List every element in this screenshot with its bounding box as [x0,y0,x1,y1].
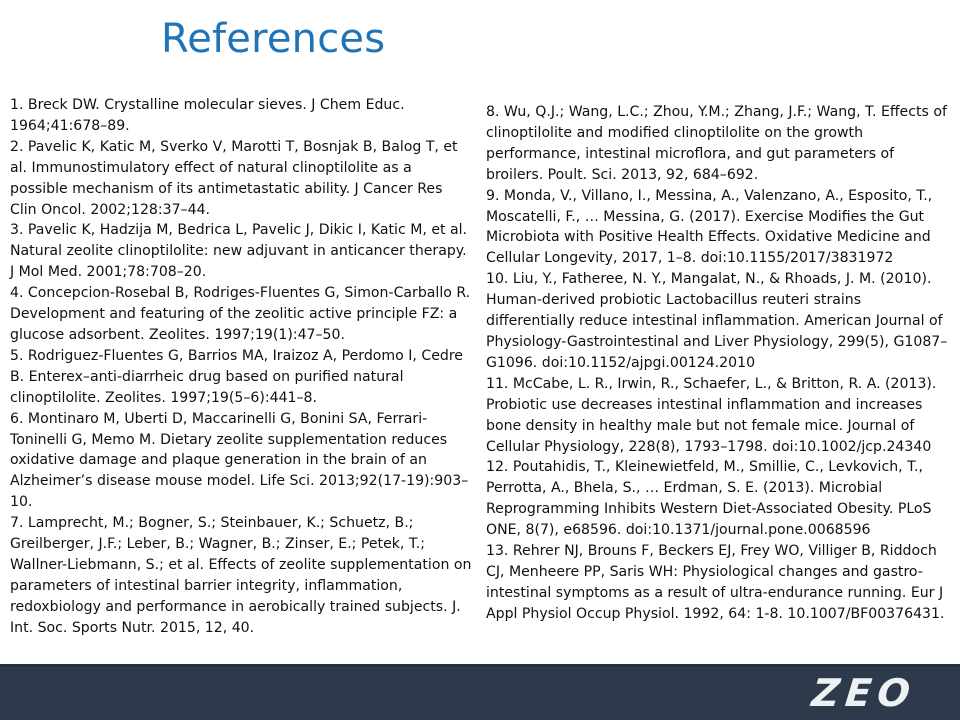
reference-item-6: 6. Montinaro M, Uberti D, Maccarinelli G, Bonini SA, Ferrari-Toninelli G, Memo M. Dietary zeolite supplementation reduces oxidative damage and plaque generation in the brain of an Alzheimer’s disease mouse model. Life Sci. 2013;92(17-19):903–10. [10,410,469,511]
reference-item-7: 7. Lamprecht, M.; Bogner, S.; Steinbauer, K.; Schuetz, B.; Greilberger, J.F.; Leber, B.; Wagner, B.; Zinser, E.; Petek, T.; Wallner-Liebmann, S.; et al. Effects of zeolite supplementation on parameters of intestinal barrier integrity, inflammation, redoxbiology and performance in aerobically trained subjects. J. Int. Soc. Sports Nutr. 2015, 12, 40. [10,515,472,636]
footer-bar [0,664,960,720]
reference-item-8: 8. Wu, Q.J.; Wang, L.C.; Zhou, Y.M.; Zhang, J.F.; Wang, T. Effects of clinoptilolite and modified clinoptilolite on the growth performance, intestinal microflora, and gut parameters of broilers. Poult. Sci. 2013, 92, 684–692. [486,104,947,183]
reference-item-13: 13. Rehrer NJ, Brouns F, Beckers EJ, Frey WO, Villiger B, Riddoch CJ, Menheere PP, Saris WH: Physiological changes and gastro-intestinal symptoms as a result of ultra-endurance running. Eur J Appl Physiol Occup Physiol. 1992, 64: 1-8. 10.1007/BF00376431. [486,543,945,622]
reference-item-3: 3. Pavelic K, Hadzija M, Bedrica L, Pavelic J, Dikic I, Katic M, et al. Natural zeolite clinoptilolite: new adjuvant in anticancer therapy. J Mol Med. 2001;78:708–20. [10,222,468,281]
brand-logo: ZEO [809,671,919,715]
reference-item-9: 9. Monda, V., Villano, I., Messina, A., Valenzano, A., Esposito, T., Moscatelli, F., … Messina, G. (2017). Exercise Modifies the Gut Microbiota with Positive Health Effects. Oxidative Medicine and Cellular Longevity, 2017, 1–8. doi:10.1155/2017/3831972 [486,187,933,267]
reference-item-4: 4. Concepcion-Rosebal B, Rodriges-Fluentes G, Simon-Carballo R. Development and featuring of the zeolitic active principle FZ: a glucose adsorbent. Zeolites. 1997;19(1):47–50. [10,285,471,343]
slide-title: References [161,16,386,62]
reference-item-11: 11. McCabe, L. R., Irwin, R., Schaefer, L., & Britton, R. A. (2013). Probiotic use decreases intestinal inflammation and increases bone density in healthy male but not female mice. Journal of Cellular Physiology, 228(8), 1793–1798. doi:10.1002/jcp.24340 [486,375,937,455]
references-left-column [10,95,472,639]
reference-item-5: 5. Rodriguez-Fluentes G, Barrios MA, Iraizoz A, Perdomo I, Cedre B. Enterex–anti-diarrheic drug based on purified natural clinoptilolite. Zeolites. 1997;19(5–6):441–8. [10,347,463,406]
reference-item-10: 10. Liu, Y., Fatheree, N. Y., Mangalat, N., & Rhoads, J. M. (2010). Human-derived probiotic Lactobacillus reuteri strains differentially reduce intestinal inflammation. American Journal of Physiology-Gastrointestinal and Liver Physiology, 299(5), G1087–G1096. doi:10.1152/ajpgi.00124.2010 [486,271,948,371]
reference-item-2: 2. Pavelic K, Katic M, Sverko V, Marotti T, Bosnjak B, Balog T, et al. Immunostimulatory effect of natural clinoptilolite as a possible mechanism of its antimetastatic ability. J Cancer Res Clin Oncol. 2002;128:37–44. [10,138,458,218]
references-right-column [486,102,954,625]
reference-item-12: 12. Poutahidis, T., Kleinewietfeld, M., Smillie, C., Levkovich, T., Perrotta, A., Bhela, S., … Erdman, S. E. (2013). Microbial Reprogramming Inhibits Western Diet-Associated Obesity. PLoS ONE, 8(7), e68596. doi:10.1371/journal.pone.0068596 [486,459,932,539]
reference-item-1: 1. Breck DW. Crystalline molecular sieves. J Chem Educ. 1964;41:678–89. [10,97,405,134]
